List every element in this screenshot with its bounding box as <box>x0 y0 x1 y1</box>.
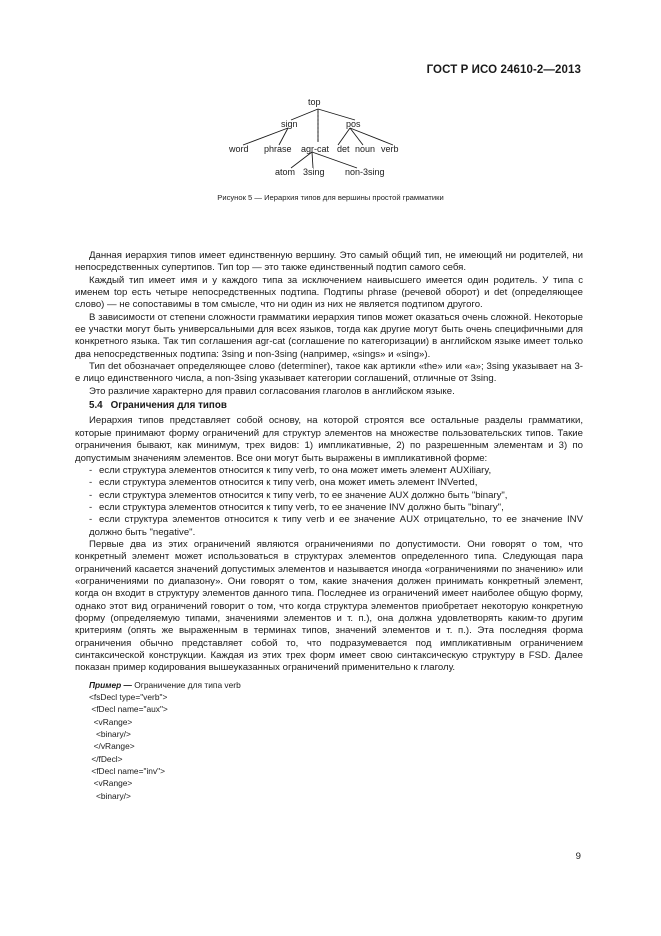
paragraph-6: Иерархия типов представляет собой основу, на которой строятся все остальные разделы грамматики, которые принимают форму ограничений для структур элементов на множестве пользовательских типов. Такие ограничения бывают, как минимум, трех видов: 1) импликативные, 2) по разрешенным элементам и 3) по допустимым значениям элементов. Все они могут быть выражены в импликативной форме: <box>75 415 583 464</box>
tree-node-det: det <box>337 144 350 154</box>
document-header: ГОСТ Р ИСО 24610-2—2013 <box>426 64 581 76</box>
code-line: </fDecl> <box>89 753 123 764</box>
tree-node-verb: verb <box>381 144 399 154</box>
main-text <box>75 250 583 802</box>
figure-caption: Рисунок 5 — Иерархия типов для вершины простой грамматики <box>217 193 444 202</box>
tree-node-top: top <box>308 97 321 107</box>
paragraph-7: Первые два из этих ограничений являются ограничениями по допустимости. Они говорят о том, что конкретный элемент может использоваться в структурах элементов определенного типа. Следующая пара ограничений касается значений допустимых элементов и называется иногда «ограничениями по значению» или «ограничениями по диапазону». Они говорят о том, какие значения должен принимать конкретный элемент, когда он входит в структуру элементов данного типа. Последнее из ограничений имеет наиболее общую форму, однако этот вид ограничений говорит о том, что когда структура элементов приобретает некоторую конкретную форму (определяемую типами, значениями элементов и т. п.), она должна удовлетворять каким-то другим критериям (опять же выраженным в терминах типов, значений элементов и т. п.). Эта последняя форма ограничения обычно представляет собой то, что подразумевается под импликативным ограничением синтаксической конструкции. Каждая из этих трех форм имеет свою синтаксическую структуру в FSD. Далее показан пример кодирования вышеуказанных ограничений применительно к глаголу. <box>75 538 583 674</box>
tree-node-agr-cat: agr-cat <box>301 144 330 154</box>
tree-node-atom: atom <box>275 167 296 177</box>
list-item: - если структура элементов относится к типу verb, то ее значение AUX должно быть "binary", <box>89 489 508 501</box>
list-item: - если структура элементов относится к типу verb, то ее значение INV должно быть "binary", <box>89 501 504 513</box>
list-item: - если структура элементов относится к типу verb, она может иметь элемент INVerted, <box>89 477 478 489</box>
section-title: Ограничения для типов <box>110 400 227 412</box>
example-label: Пример — <box>89 679 132 690</box>
paragraph-5: Это различие характерно для правил согласования глаголов в английском языке. <box>89 385 455 397</box>
code-line: </vRange> <box>89 741 135 752</box>
tree-node-word: word <box>229 144 249 154</box>
list-item: - если структура элементов относится к типу verb, то она может иметь элемент AUXiliary, <box>89 464 492 476</box>
paragraph-4: Тип det обозначает определяющее слово (determiner), такое как артикли «the» или «a»; 3sing указывает на 3-е лицо единственного числа, а non-3sing указывает категории соглашений, отличные от 3sing. <box>75 361 583 385</box>
paragraph-3: В зависимости от степени сложности грамматики иерархия типов может оказаться очень сложной. Некоторые ее участки могут быть универсальными для всех языков, тогда как другие могут быть очень специфичными для конкретного языка. Так тип соглашения agr-cat (соглашение по категоризации) в английском языке имеет только два непосредственных подтипа: 3sing и non-3sing (например, «sings» и «sing»). <box>75 311 583 360</box>
example-title <box>89 679 583 691</box>
code-line: <vRange> <box>89 716 133 727</box>
code-line: <vRange> <box>89 778 133 789</box>
tree-node-non-3sing: non-3sing <box>345 167 385 177</box>
type-hierarchy-tree <box>0 0 661 200</box>
page-number: 9 <box>575 851 581 862</box>
section-number: 5.4 <box>89 400 103 412</box>
code-line: <fDecl name="inv"> <box>89 766 166 777</box>
tree-node-pos: pos <box>346 119 361 129</box>
tree-node-3sing: 3sing <box>303 167 325 177</box>
code-line: <fsDecl type="verb"> <box>89 692 168 703</box>
code-line: <binary/> <box>89 729 131 740</box>
paragraph-1: Данная иерархия типов имеет единственную вершину. Это самый общий тип, не имеющий ни родителей, ни непосредственных супертипов. Тип top — это также единственный подтип самого себя. <box>75 250 583 274</box>
example-block <box>75 679 583 802</box>
code-line: <fDecl name="aux"> <box>89 704 168 715</box>
example-text: Ограничение для типа verb <box>134 679 241 690</box>
tree-node-noun: noun <box>355 144 376 154</box>
code-line: <binary/> <box>89 790 131 801</box>
list-item: - если структура элементов относится к типу verb и ее значение AUX отрицательно, то ее значение INV должно быть "negative". <box>89 514 583 538</box>
tree-node-sign: sign <box>281 119 298 129</box>
paragraph-2: Каждый тип имеет имя и у каждого типа за исключением наивысшего имеется один родитель. У типа с именем top есть четыре непосредственных подтипа. Подтипы phrase (речевой оборот) и det (определяющее слово) — не сопоставимы в том смысле, что ни один из них не является подтипом другого. <box>75 274 583 311</box>
section-heading <box>89 400 583 412</box>
tree-node-phrase: phrase <box>264 144 292 154</box>
code-listing <box>89 691 583 802</box>
constraint-list <box>75 465 583 539</box>
